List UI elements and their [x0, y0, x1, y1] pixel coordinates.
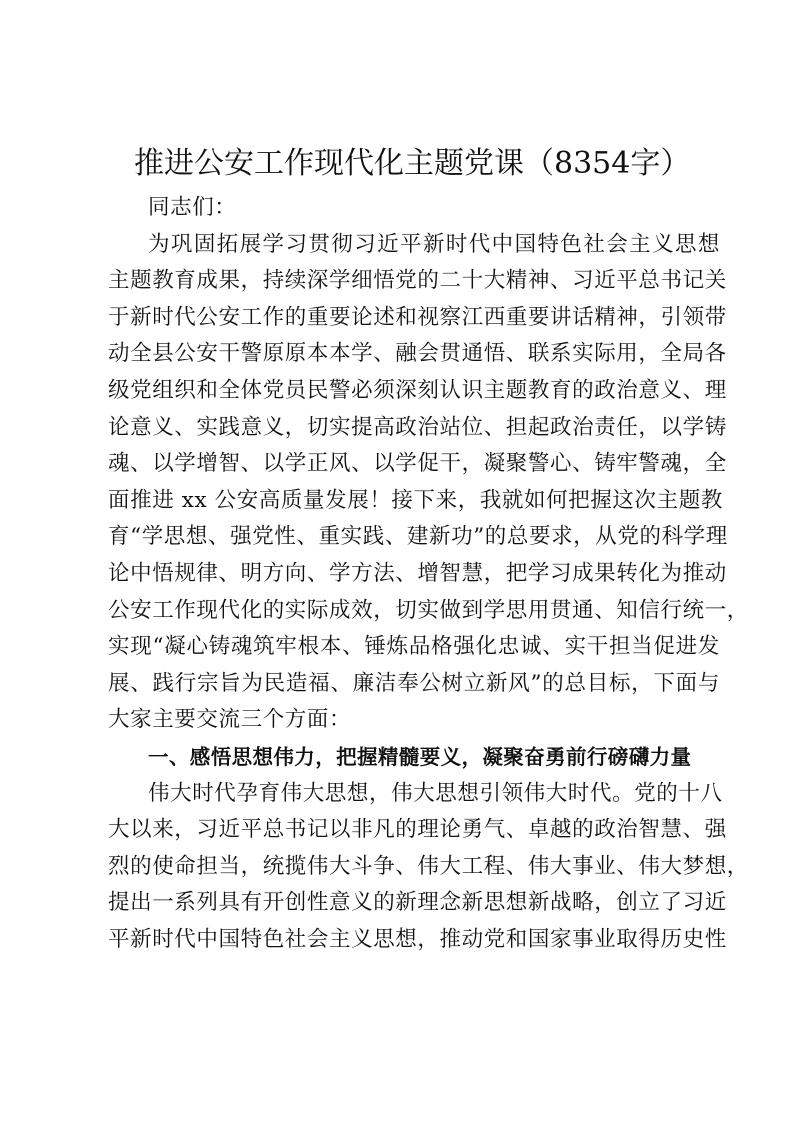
paragraph-line: 展、践行宗旨为民造福、廉洁奉公树立新风”的总目标，下面与 [108, 670, 720, 696]
paragraph-line: 公安工作现代化的实际成效，切实做到学思用贯通、知信行统一， [108, 597, 749, 623]
paragraph-line: 论意义、实践意义，切实提高政治站位、担起政治责任，以学铸 [108, 414, 727, 440]
document-body [108, 190, 749, 958]
paragraph-line: 大家主要交流三个方面： [108, 707, 352, 733]
paragraph-line: 实现“凝心铸魂筑牢根本、锤炼品格强化忠诚、实干担当促进发 [108, 634, 720, 660]
paragraph-line: 级党组织和全体党员民警必须深刻认识主题教育的政治意义、理 [108, 377, 727, 403]
section-heading: 一、感悟思想伟力，把握精髓要义，凝聚奋勇前行磅礴力量 [148, 744, 692, 769]
paragraph-line: 平新时代中国特色社会主义思想，推动党和国家事业取得历史性 [108, 926, 727, 952]
paragraph-line: 提出一系列具有开创性意义的新理念新思想新战略，创立了习近 [108, 890, 727, 916]
paragraph-line: 育“学思想、强党性、重实践、建新功”的总要求，从党的科学理 [108, 524, 728, 550]
paragraph-line: 大以来，习近平总书记以非凡的理论勇气、卓越的政治智慧、强 [108, 817, 727, 843]
paragraph-line: 为巩固拓展学习贯彻习近平新时代中国特色社会主义思想 [148, 231, 720, 257]
paragraph-line: 论中悟规律、明方向、学方法、增智慧，把学习成果转化为推动 [108, 560, 727, 586]
paragraph-section-1 [108, 776, 749, 959]
paragraph-line: 动全县公安干警原原本本学、融会贯通悟、联系实际用，全局各 [108, 341, 727, 367]
paragraph-line: 面推进 xx 公安高质量发展！接下来，我就如何把握这次主题教 [108, 487, 723, 513]
paragraph-line: 魂、以学增智、以学正风、以学促干，凝聚警心、铸牢警魂，全 [108, 451, 727, 477]
paragraph-line: 主题教育成果，持续深学细悟党的二十大精神、习近平总书记关 [108, 268, 727, 294]
paragraph-line: 烈的使命担当，统揽伟大斗争、伟大工程、伟大事业、伟大梦想， [108, 853, 749, 879]
paragraph-intro [108, 227, 749, 739]
document-title: 推进公安工作现代化主题党课（8354字） [134, 146, 691, 181]
salutation: 同志们： [148, 195, 237, 220]
paragraph-line: 于新时代公安工作的重要论述和视察江西重要讲话精神，引领带 [108, 304, 727, 330]
paragraph-line: 伟大时代孕育伟大思想，伟大思想引领伟大时代。党的十八 [148, 780, 723, 806]
